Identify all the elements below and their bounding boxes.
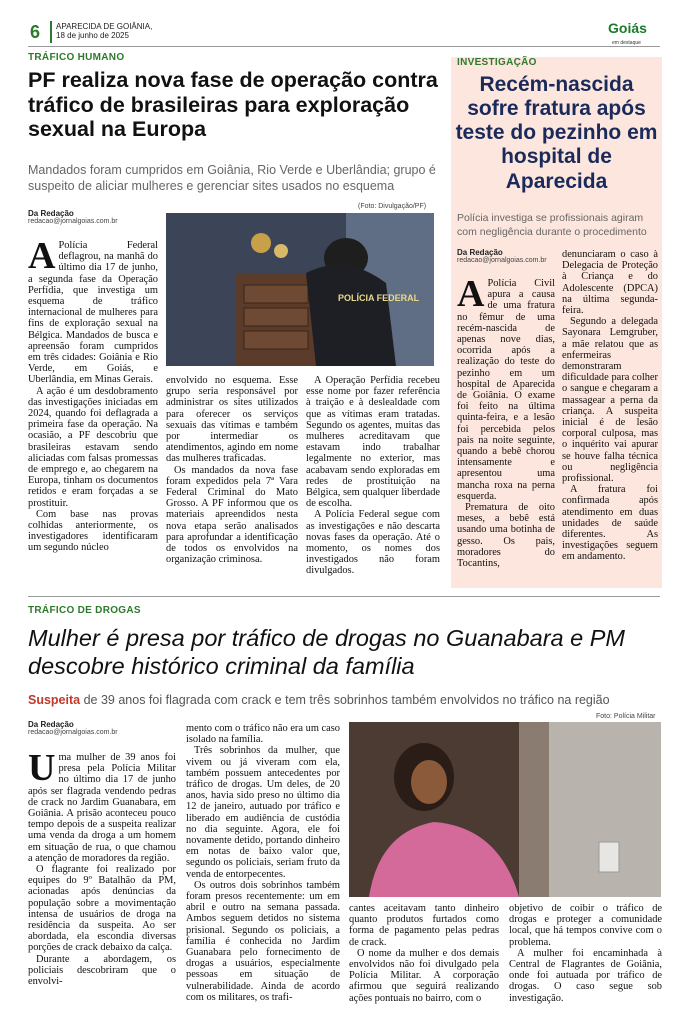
paragraph: Segundo a delegada Sayonara Lemgruber, a mãe relatou que as enfermeiras demonstraram dificuldade para colher o sangue e chegaram a massagear a perna da criança. A suspeita inicial é de lesão corporal culposa, mas o inquérito vai apurar se houve falha técnica ou negligência profissional. (562, 316, 658, 485)
byline: Da Redação (28, 209, 74, 218)
section-divider (28, 596, 660, 597)
sidebar-byline-block (457, 248, 547, 264)
article1-byline-block (28, 209, 118, 225)
article2-column-4 (509, 903, 662, 1004)
paragraph: A Operação Perfídia recebeu esse nome por fazer referência à traição e à deslealdade com que as vítimas eram tratadas. Segundo os agentes, muitas das mulheres acreditavam que estavam indo trabalhar legalmente no exterior, mas acabavam sendo exploradas em redes de prostituição na Bélgica, sem qualquer liberdade de escolha. (306, 375, 440, 510)
page-number: 6 (30, 22, 41, 42)
logo-tagline: em destaque (612, 40, 641, 46)
sidebar-column-1 (457, 273, 555, 570)
paragraph: Os mandados da nova fase foram expedidos pela 7ª Vara Federal Criminal do Mato Grosso. A PF informou que os materiais apreendidos nesta nova etapa serão analisados para aprofundar a identificação de todos os envolvidos na organização criminosa. (166, 464, 298, 566)
arrested-woman-photo (349, 722, 661, 897)
paragraph: objetivo de coibir o tráfico de drogas e proteger a comunidade local, que há tempos convive com o problema. (509, 903, 662, 948)
article1-headline: PF realiza nova fase de operação contra tráfico de brasileiras para exploração sexual na Europa (28, 68, 438, 142)
byline: Da Redação (28, 720, 74, 729)
header-date: 18 de junho de 2025 (56, 31, 129, 40)
paragraph: cantes aceitavam tanto dinheiro quanto produtos furtados como forma de pagamento pelas pedras de crack. (349, 903, 499, 948)
header-rule (28, 46, 660, 47)
sidebar-headline: Recém-nascida sofre fratura após teste do pezinho em hospital de Aparecida (455, 73, 658, 193)
paragraph: envolvido no esquema. Esse grupo seria responsável por administrar os sites utilizados para oferecer os serviços sexuais das vítimas e também por intermediar os atendimentos, agindo em nome das mulheres traficadas. (166, 375, 298, 465)
byline-email: redacao@jornalgoias.com.br (28, 729, 118, 736)
photo-credit: Foto: Polícia Militar (596, 713, 656, 720)
paragraph: A ação é um desdobramento das investigações iniciadas em 2024, quando foi deflagrada a primeira fase da operação. Na ocasião, a PF descobriu que brasileiras estavam sendo aliciadas com falsas promessas de emprego e, ao chegarem na Europa, tinham os documentos retidos e eram forçadas a se prostituir. (28, 385, 158, 509)
byline: Da Redação (457, 248, 503, 257)
police-search-photo (166, 213, 434, 366)
article1-column-1 (28, 235, 158, 554)
header-city: APARECIDA DE GOIÂNIA, (56, 22, 153, 31)
paragraph: O flagrante foi realizado por equipes do 9º Batalhão da PM, acionadas após denúncias da população sobre a movimentação intensa de usuários de droga na residência da suspeita. Ao ser abordada, ela escondia diversas porções de crack debaixo da calça. (28, 864, 176, 954)
paragraph: A Polícia Federal segue com as investigações e não descarta novas fases da operação. Até o momento, os nomes dos investigados não foram divulgados. (306, 509, 440, 577)
dropcap: A (457, 273, 485, 315)
article2-column-2 (186, 723, 340, 1003)
byline-email: redacao@jornalgoias.com.br (457, 257, 547, 264)
article2-column-3 (349, 903, 499, 1004)
paragraph: ma mulher de 39 anos foi presa pela Polícia Militar no último dia 17 de junho após ser flagrada vendendo pedras de crack no Jardim Guanabara, em Goiânia. A prisão aconteceu pouco tempo depois de a suspeita realizar uma venda da droga a um homem em situação de rua, o que chamou a atenção de moradores da região. (28, 752, 176, 864)
article2-subtitle (28, 693, 668, 707)
paragraph: Prematura de oito meses, a bebê está usando uma botinha de gesso. Os pais, moradores do Tocantins, (457, 502, 555, 570)
logo-text: Goiás (608, 20, 647, 36)
article2-byline-block (28, 720, 118, 736)
subtitle-text: de 39 anos foi flagrada com crack e tem três sobrinhos também envolvidos no tráfico na região (83, 693, 610, 707)
paragraph: Polícia Federal deflagrou, na manhã do último dia 17 de junho, a segunda fase da Operação Perfídia, que investiga um esquema de tráfico internacional de mulheres para fins de exploração sexual na Bélgica. Mandados de busca e apreensão foram cumpridos em três cidades: Goiânia e Rio Verde, em Goiás, e Uberlândia, em Minas Gerais. (28, 240, 158, 386)
dropcap: A (28, 235, 56, 277)
dropcap: U (28, 747, 56, 789)
paragraph: denunciaram o caso à Delegacia de Proteção à Criança e do Adolescente (DPCA) na última segunda-feira. (562, 249, 658, 317)
article1-kicker: TRÁFICO HUMANO (28, 52, 125, 63)
paragraph: Com base nas provas colhidas anteriormente, os investigadores identificaram um segundo núcleo (28, 508, 158, 554)
sidebar-column-2 (562, 249, 658, 563)
paragraph: mento com o tráfico não era um caso isolado na família. (186, 723, 340, 746)
paragraph: A fratura foi confirmada após atendimento em duas unidades de saúde diferentes. As investigações seguem em andamento. (562, 484, 658, 563)
subtitle-lead: Suspeita (28, 693, 81, 707)
article1-column-2 (166, 375, 298, 565)
paragraph: Polícia Civil apura a causa de uma fratura no fêmur de uma recém-nascida de apenas nove dias, ocorrida após a realização do teste do pezinho em um hospital de Aparecida de Goiânia. O exame foi feito na última quinta-feira, e a lesão foi percebida pelos pais na noite seguinte, quando a bebê chorou intensamente e apresentou uma mancha roxa na perna esquerda. (457, 278, 555, 502)
vest-lettering: POLÍCIA FEDERAL (338, 293, 420, 303)
paragraph: O nome da mulher e dos demais envolvidos não foi divulgado pela Polícia Militar. A corporação afirmou que seguirá realizando ações pontuais no bairro, com o (349, 947, 499, 1004)
paragraph: A mulher foi encaminhada à Central de Flagrantes de Goiânia, onde foi autuada por tráfico de drogas. O caso segue sob investigação. (509, 947, 662, 1004)
header-divider (50, 21, 52, 43)
article1-subtitle: Mandados foram cumpridos em Goiânia, Rio Verde e Uberlândia; grupo é suspeito de aliciar mulheres e gerenciar sites usados no esquema (28, 163, 436, 194)
article2-kicker: TRÁFICO DE DROGAS (28, 605, 141, 616)
sidebar-subtitle: Polícia investiga se profissionais agiram com negligência durante o procedimento (457, 212, 647, 238)
article2-headline: Mulher é presa por tráfico de drogas no Guanabara e PM descobre histórico criminal da família (28, 625, 625, 680)
newspaper-logo (608, 20, 647, 36)
header-dateline (56, 22, 152, 40)
photo-credit: (Foto: Divulgação/PF) (358, 203, 427, 210)
byline-email: redacao@jornalgoias.com.br (28, 218, 118, 225)
paragraph: Durante a abordagem, os policiais descobriram que o envolvi- (28, 953, 176, 988)
sidebar-kicker: INVESTIGAÇÃO (457, 57, 537, 68)
article1-column-3 (306, 375, 440, 577)
article2-column-1 (28, 747, 176, 988)
paragraph: Os outros dois sobrinhos também foram presos recentemente: um em abril e outro na semana passada. Ambos seguem detidos no sistema prisional. Segundo os policiais, a família é conhecida no Jardim Guanabara pelo fornecimento de drogas a usuários, especialmente pessoas em situação de vulnerabilidade. Ainda de acordo com os militares, os trafi- (186, 879, 340, 1003)
paragraph: Três sobrinhos da mulher, que vivem ou já viveram com ela, também possuem antecedentes por tráfico de drogas. Um deles, de 20 anos, havia sido preso no último dia 12 de janeiro, autuado por tráfico e liberado em audiência de custódia no dia seguinte. Agora, ele foi novamente detido, portando dinheiro em notas de baixo valor que, segundo os policiais, seriam fruto da venda de entorpecentes. (186, 745, 340, 880)
